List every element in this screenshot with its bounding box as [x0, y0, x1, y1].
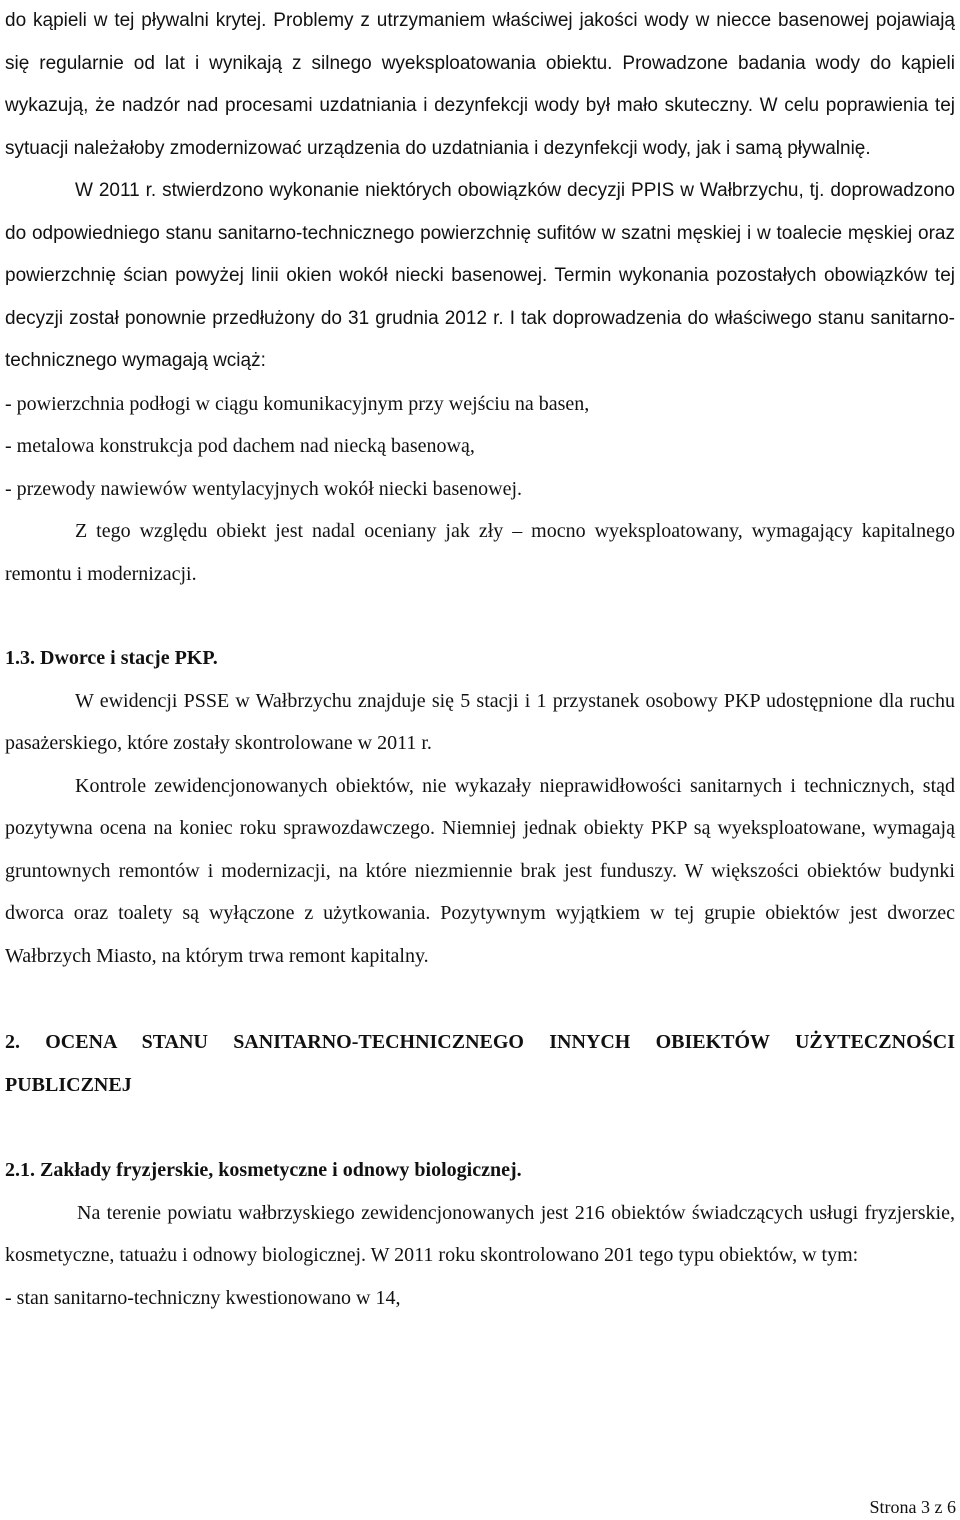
section-2-heading: 2. OCENA STANU SANITARNO-TECHNICZNEGO INNYCH OBIEKTÓW UŻYTECZNOŚCI PUBLICZNEJ — [5, 1031, 955, 1096]
pkp-paragraph-2: Kontrole zewidencjonowanych obiektów, nie wykazały nieprawidłowości sanitarnych i technicznych, stąd pozytywna ocena na koniec roku sprawozdawczego. Niemniej jednak obiekty PKP są wyeksploatowane, wymagają gruntownych remontów i modernizacji, na które niezmiennie brak jest funduszy. W większości obiektów budynki dworca oraz toalety są wyłączone z użytkowania. Pozytywnym wyjątkiem w tej grupie obiektów jest dworzec Wałbrzych Miasto, na którym trwa remont kapitalny. — [5, 774, 955, 967]
page-number: Strona 3 z 6 — [869, 1497, 956, 1517]
section-2-1-paragraph-1: Na terenie powiatu wałbrzyskiego zewidencjonowanych jest 216 obiektów świadczących usługi fryzjerskie, kosmetyczne, tatuażu i odnowy biologicznej. W 2011 roku skontrolowano 201 tego typu obiektów, w tym: — [5, 1201, 955, 1266]
pools-paragraph-3: Z tego względu obiekt jest nadal oceniany jak zły – mocno wyeksploatowany, wymagający kapitalnego remontu i modernizacji. — [5, 520, 955, 585]
pools-list-item-3: - przewody nawiewów wentylacyjnych wokół niecki basenowej. — [5, 477, 523, 500]
pools-list-item-1: - powierzchnia podłogi w ciągu komunikacyjnym przy wejściu na basen, — [5, 392, 590, 415]
pools-paragraph-1: do kąpieli w tej pływalni krytej. Problemy z utrzymaniem właściwej jakości wody w niecce basenowej pojawiają się regularnie od lat i wynikają z silnego wyeksploatowania obiektu. Prowadzone badania wody do kąpieli wykazują, że nadzór nad procesami uzdatniania i dezynfekcji wody był mało skuteczny. W celu poprawienia tej sytuacji należałoby zmodernizować urządzenia do uzdatniania i dezynfekcji wody, jak i samą pływalnię. — [5, 10, 955, 159]
pools-list-item-2: - metalowa konstrukcja pod dachem nad niecką basenową, — [5, 435, 475, 457]
document-page — [5, 0, 955, 1319]
section-2-1-heading: 2.1. Zakłady fryzjerskie, kosmetyczne i odnowy biologicznej. — [5, 1159, 522, 1181]
section-spacer — [5, 977, 955, 1021]
pkp-heading: 1.3. Dworce i stacje PKP. — [5, 647, 218, 669]
section-2-1-list-item-1: - stan sanitarno-techniczny kwestionowano w 14, — [5, 1286, 401, 1309]
section-spacer — [5, 1106, 955, 1149]
pools-paragraph-2: W 2011 r. stwierdzono wykonanie niektórych obowiązków decyzji PPIS w Wałbrzychu, tj. doprowadzono do odpowiedniego stanu sanitarno-technicznego powierzchnię sufitów w szatni męskiej i w toalecie męskiej oraz powierzchnię ścian powyżej linii okien wokół niecki basenowej. Termin wykonania pozostałych obowiązków tej decyzji został ponownie przedłużony do 31 grudnia 2012 r. I tak doprowadzenia do właściwego stanu sanitarno-technicznego wymagają wciąż: — [5, 180, 955, 371]
pkp-paragraph-1: W ewidencji PSSE w Wałbrzychu znajduje się 5 stacji i 1 przystanek osobowy PKP udostępnione dla ruchu pasażerskiego, które zostały skontrolowane w 2011 r. — [5, 689, 955, 754]
section-spacer — [5, 595, 955, 637]
